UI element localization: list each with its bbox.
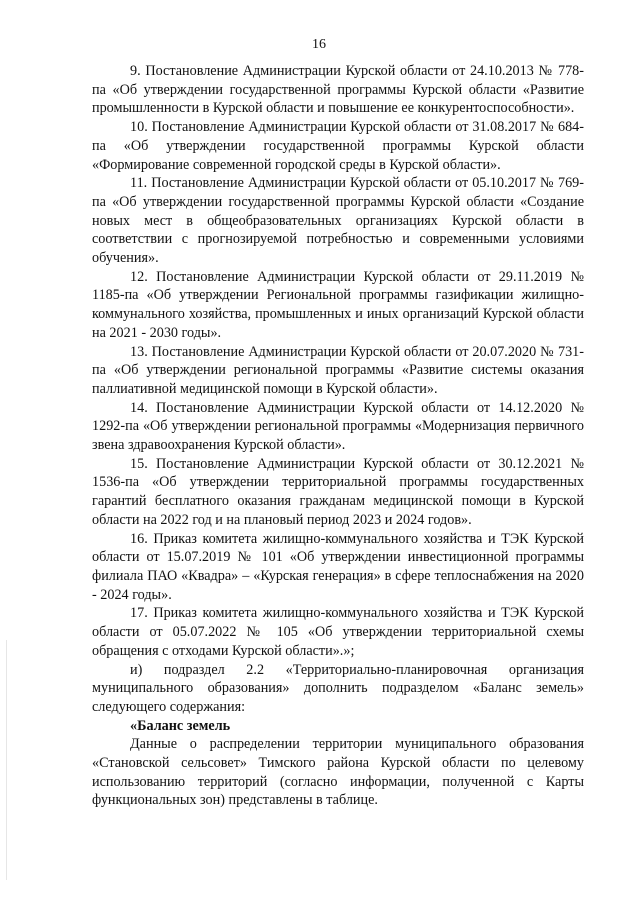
document-body	[92, 62, 584, 810]
amendment-paragraph: и) подраздел 2.2 «Территориально-планировочная организация муниципального образования» дополнить подразделом «Баланс земель» следующего содержания:	[92, 661, 584, 715]
page-number: 16	[312, 37, 326, 52]
land-balance-paragraph: Данные о распределении территории муниципального образования «Становской сельсовет» Тимского района Курской области по целевому использованию территорий (согласно информации, полученной с Карты функциональных зон) представлены в таблице.	[92, 736, 584, 809]
list-item-10: 10. Постановление Администрации Курской области от 31.08.2017 № 684-па «Об утверждении государственной программы Курской области «Формирование современной городской среды в Курской области».	[92, 119, 584, 173]
section-heading: «Баланс земель	[130, 717, 231, 734]
list-item-12: 12. Постановление Администрации Курской области от 29.11.2019 № 1185-па «Об утверждении Региональной программы газификации жилищно-коммунального хозяйства, промышленных и иных организаций Курской области на 2021 - 2030 годы».	[92, 268, 584, 341]
scan-edge-divider	[6, 640, 7, 880]
list-item-16: 16. Приказ комитета жилищно-коммунального хозяйства и ТЭК Курской области от 15.07.2019 № 101 «Об утверждении инвестиционной программы филиала ПАО «Квадра» – «Курская генерация» в сфере теплоснабжения на 2020 - 2024 годы».	[92, 530, 584, 603]
list-item-17: 17. Приказ комитета жилищно-коммунального хозяйства и ТЭК Курской области от 05.07.2022 № 105 «Об утверждении территориальной схемы обращения с отходами Курской области».»;	[92, 605, 584, 659]
list-item-14: 14. Постановление Администрации Курской области от 14.12.2020 № 1292-па «Об утверждении региональной программы «Модернизация первичного звена здравоохранения Курской области».	[92, 399, 584, 454]
list-item-15: 15. Постановление Администрации Курской области от 30.12.2021 № 1536-па «Об утверждении территориальной программы государственных гарантий бесплатного оказания гражданам медицинской помощи в Курской области на 2022 год и на плановый период 2023 и 2024 годов».	[92, 455, 584, 528]
list-item-9: 9. Постановление Администрации Курской области от 24.10.2013 № 778-па «Об утверждении государственной программы Курской области «Развитие промышленности в Курской области и повышение ее конкурентоспособности».	[92, 63, 584, 117]
list-item-13: 13. Постановление Администрации Курской области от 20.07.2020 № 731-па «Об утверждении региональной программы «Развитие системы оказания паллиативной медицинской помощи в Курской области».	[92, 343, 584, 397]
list-item-11: 11. Постановление Администрации Курской области от 05.10.2017 № 769-па «Об утверждении государственной программы Курской области «Создание новых мест в общеобразовательных организациях Курской области в соответствии с прогнозируемой потребностью и современными условиями обучения».	[92, 175, 584, 267]
